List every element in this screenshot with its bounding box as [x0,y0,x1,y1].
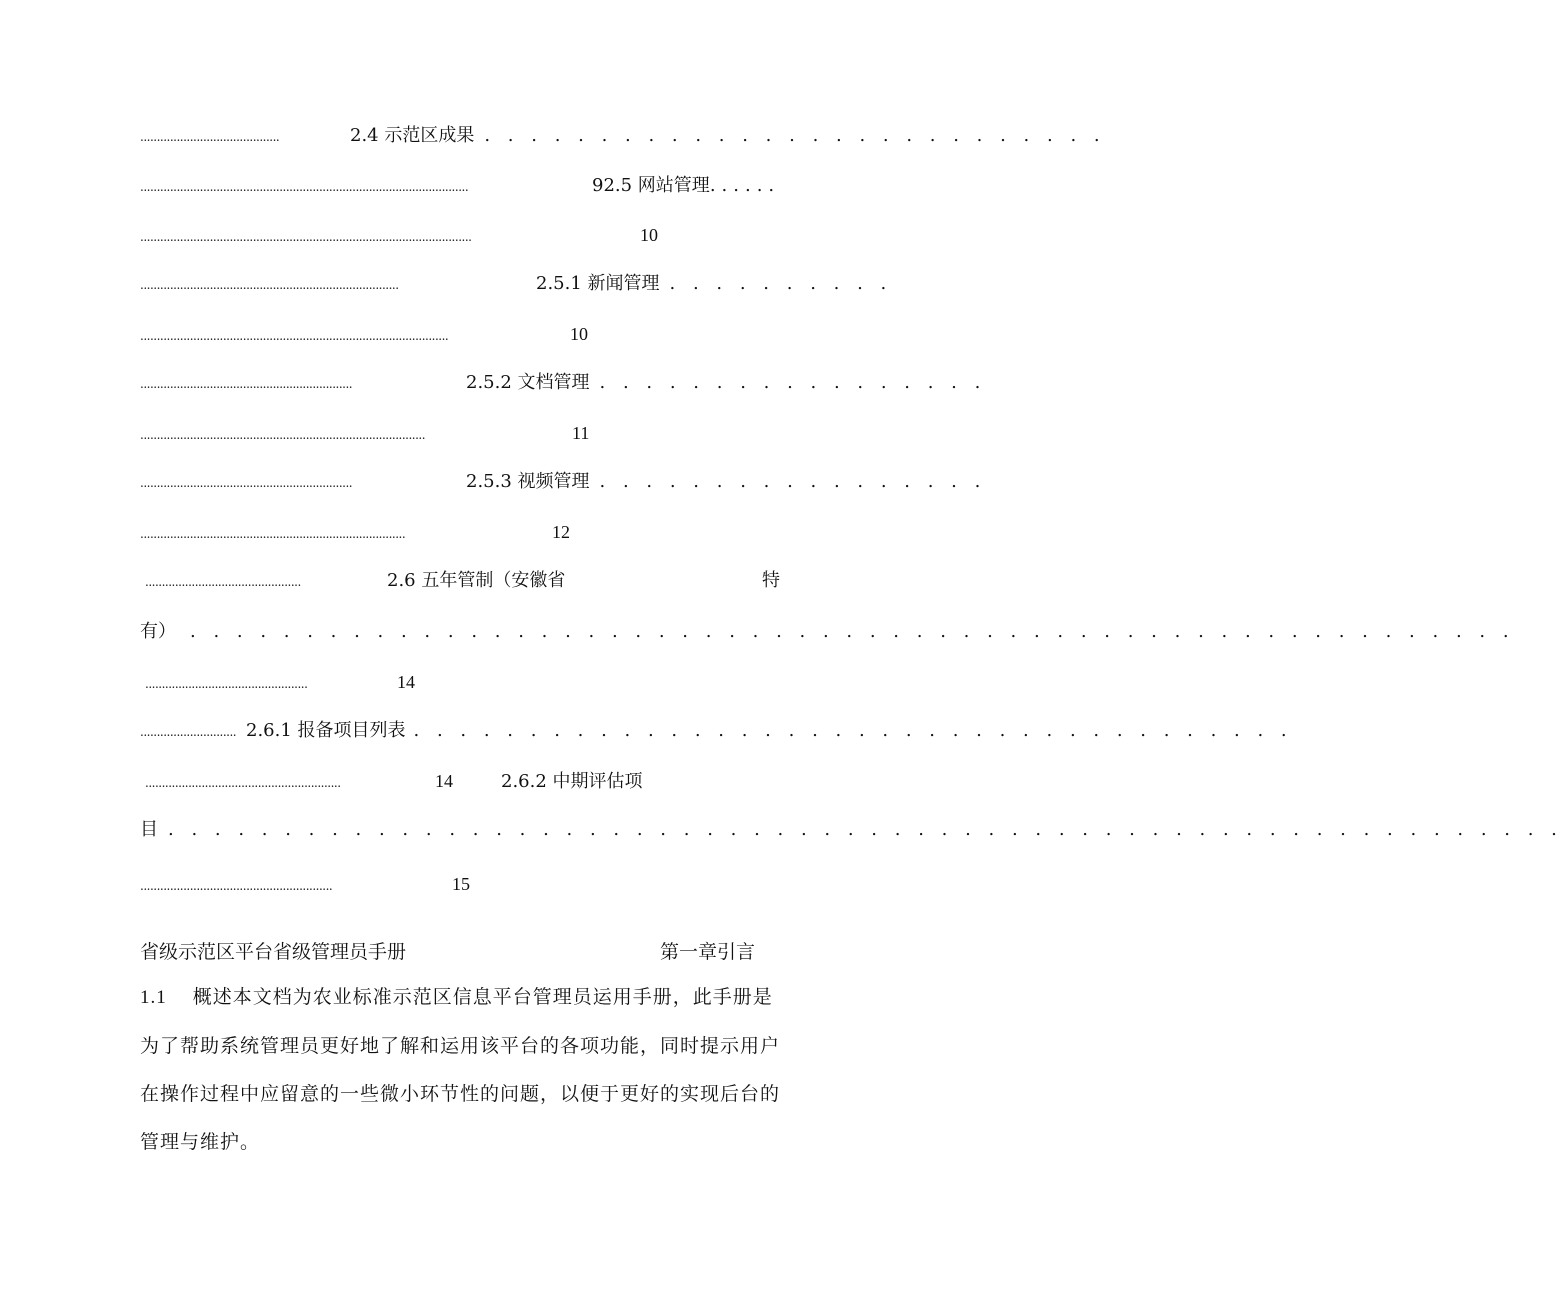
toc-entry-2-4[interactable] [140,124,1106,149]
toc-page-number: 10 [570,324,588,344]
toc-page-number: 11 [572,423,590,443]
toc-trail: ...... [709,175,781,196]
toc-page-2-6 [140,670,770,696]
manual-title: 省级示范区平台省级管理员手册 [140,941,407,963]
toc-page-2-5-3 [140,520,770,546]
toc-leader: ............................................................................................. [140,329,449,343]
toc-entry-2-6-cont[interactable] [140,620,1515,644]
paragraph-line: 在操作过程中应留意的一些微小环节性的问题，以便于更好的实现后台的 [140,1083,781,1105]
toc-trail: . . . . . . . . . . . . . . . . . . . . . . . . . . . . . . . . . . . . . . . . . . . . . . . . . . . . . . . . . [190,621,1515,642]
toc-entry-2-6[interactable] [140,569,780,594]
toc-page-number: 15 [452,874,470,894]
toc-title: 2.6.2 中期评估项 [501,771,643,792]
paragraph-line: 管理与维护。 [140,1131,261,1153]
paragraph-line: 为了帮助系统管理员更好地了解和运用该平台的各项功能，同时提示用户 [140,1035,781,1057]
toc-page-number: 10 [640,225,658,245]
toc-title-continued: 特 [762,570,780,591]
toc-title: 2.4 示范区成果 [350,125,475,146]
toc-leader: .......................................................... [140,879,333,893]
toc-entry-2-5-1[interactable] [140,272,893,297]
toc-page-number: 14 [397,672,415,692]
toc-trail: . . . . . . . . . . . . . . . . . [599,471,987,492]
toc-page-2-5-1 [140,322,770,348]
toc-trail: . . . . . . . . . . . . . . . . . . . . . . . . . . . . . . . . . . . . . . [413,720,1293,741]
intro-paragraph [140,973,785,1166]
toc-trail: . . . . . . . . . . . . . . . . . . . . . . . . . . . . . . . . . . . . . . . . . . . . . . . . . . . . . . . . . . . . [168,819,1563,840]
toc-entry-2-5-3[interactable] [140,470,987,495]
toc-entry-2-6-1[interactable] [140,719,1293,744]
toc-page-2-6-2 [140,872,770,898]
toc-leader: ................................................................ [140,476,353,490]
toc-title: 2.6.1 报备项目列表 [246,720,406,741]
toc-title: 2.5.1 新闻管理 [536,273,660,294]
toc-leader: ................................................................ [140,377,353,391]
toc-page-number: 14 [435,771,453,791]
toc-title: 2.6 五年管制（安徽省 [387,570,566,591]
toc-title: 2.5.2 文档管理 [466,372,590,393]
toc-page-2-5-2 [140,421,770,447]
toc-trail: . . . . . . . . . . . . . . . . . . . . . . . . . . . [484,125,1106,146]
toc-trail: . . . . . . . . . . . . . . . . . [599,372,987,393]
chapter-title: 第一章引言 [659,941,755,963]
toc-leader: .............................................................................. [140,278,399,292]
toc-title: 有） [140,621,176,642]
toc-leader: ........................................................... [145,776,341,790]
toc-leader: ................................................................................................... [140,180,469,194]
toc-page-number: 12 [552,522,570,542]
paragraph-line [140,973,785,1022]
toc-leader: .......................................... [140,130,280,144]
toc-leader: ...................................................................................... [140,428,426,442]
manual-header [140,940,755,964]
toc-entry-2-6-2-cont[interactable] [140,818,1563,842]
toc-page-2-5 [140,223,770,249]
paragraph-text: 概述本文档为农业标准示范区信息平台管理员运用手册，此手册是 [192,986,773,1008]
toc-entry-2-5-2[interactable] [140,371,987,396]
toc-entry-2-6-2[interactable] [140,769,770,795]
toc-leader: .................................................................................................... [140,230,472,244]
toc-title: 92.5 网站管理 [592,175,710,196]
toc-trail: . . . . . . . . . . [669,273,893,294]
toc-leader: ............................................... [145,575,301,589]
toc-leader: ............................. [140,725,237,739]
toc-title: 2.5.3 视频管理 [466,471,590,492]
toc-title: 目 [140,819,158,840]
toc-entry-2-5[interactable] [140,174,781,199]
toc-leader: ................................................. [145,677,308,691]
toc-leader: ................................................................................ [140,527,406,541]
section-number: 1.1 [140,987,167,1008]
